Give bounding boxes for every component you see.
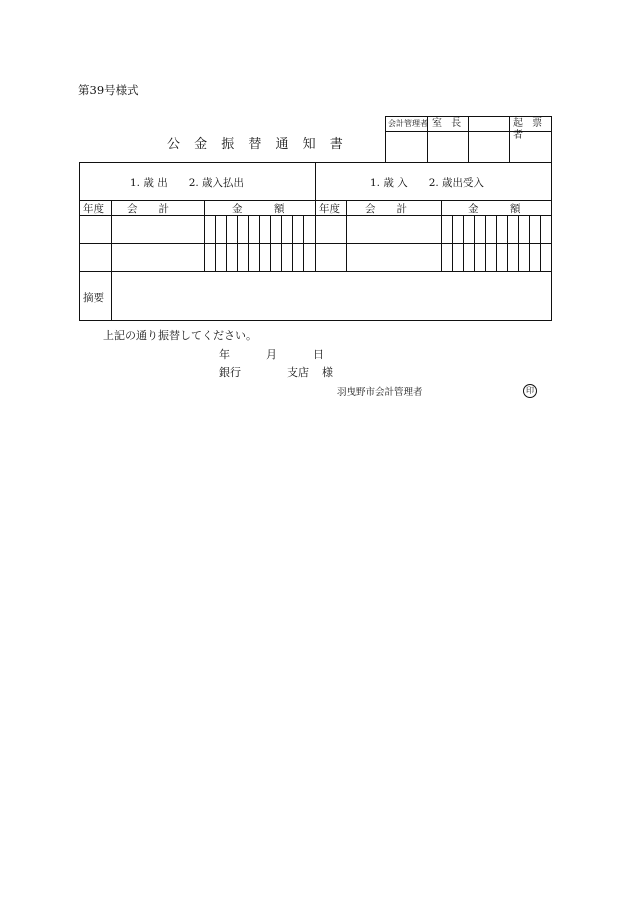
right-year-header: 年度 — [319, 203, 340, 215]
digit-line — [259, 215, 260, 271]
digit-line — [292, 215, 293, 271]
issuer-name: 羽曳野市会計管理者 — [337, 387, 423, 398]
approval-drafter-label: 起 票 者 — [513, 118, 546, 141]
approval-col-line — [468, 117, 469, 162]
digit-line — [237, 215, 238, 271]
digit-line — [529, 215, 530, 271]
digit-line — [474, 215, 475, 271]
bank-label: 銀行 — [219, 366, 241, 379]
digit-line — [281, 215, 282, 271]
form-number: 第39号様式 — [78, 83, 139, 97]
left-year-header: 年度 — [83, 203, 104, 215]
digit-line — [507, 215, 508, 271]
approval-chief-label: 室 長 — [432, 118, 465, 129]
table-line — [111, 200, 112, 271]
left-account-header: 会 計 — [127, 203, 169, 215]
digit-line — [485, 215, 486, 271]
right-section-heading: 1. 歳 入 2. 歳出受入 — [370, 177, 485, 189]
seal-mark: 印 — [523, 384, 537, 398]
honorific-label: 様 — [322, 366, 333, 379]
digit-line — [215, 215, 216, 271]
branch-label: 支店 — [287, 366, 309, 379]
summary-label: 摘要 — [83, 292, 104, 304]
transfer-instruction: 上記の通り振替してください。 — [103, 329, 257, 342]
digit-line — [540, 215, 541, 271]
digit-line — [463, 215, 464, 271]
digit-line — [452, 215, 453, 271]
approval-box — [385, 116, 552, 163]
table-line — [204, 200, 205, 271]
form-title: 公 金 振 替 通 知 書 — [167, 137, 348, 152]
date-day-label: 日 — [313, 348, 324, 361]
digit-line — [496, 215, 497, 271]
left-section-heading: 1. 歳 出 2. 歳入払出 — [130, 177, 245, 189]
table-line — [80, 271, 551, 272]
table-line — [441, 200, 442, 271]
approval-col-line — [509, 117, 510, 162]
section-divider — [315, 163, 316, 271]
digit-line — [226, 215, 227, 271]
date-month-label: 月 — [266, 348, 277, 361]
digit-line — [518, 215, 519, 271]
digit-line — [248, 215, 249, 271]
left-amount-header: 金 額 — [232, 203, 285, 215]
right-account-header: 会 計 — [365, 203, 407, 215]
approval-treasurer-label: 会計管理者 — [388, 119, 428, 128]
digit-line — [303, 215, 304, 271]
transfer-table — [79, 162, 552, 321]
digit-line — [270, 215, 271, 271]
table-line — [111, 271, 112, 321]
date-year-label: 年 — [219, 348, 230, 361]
right-amount-header: 金 額 — [468, 203, 521, 215]
table-line — [346, 200, 347, 271]
